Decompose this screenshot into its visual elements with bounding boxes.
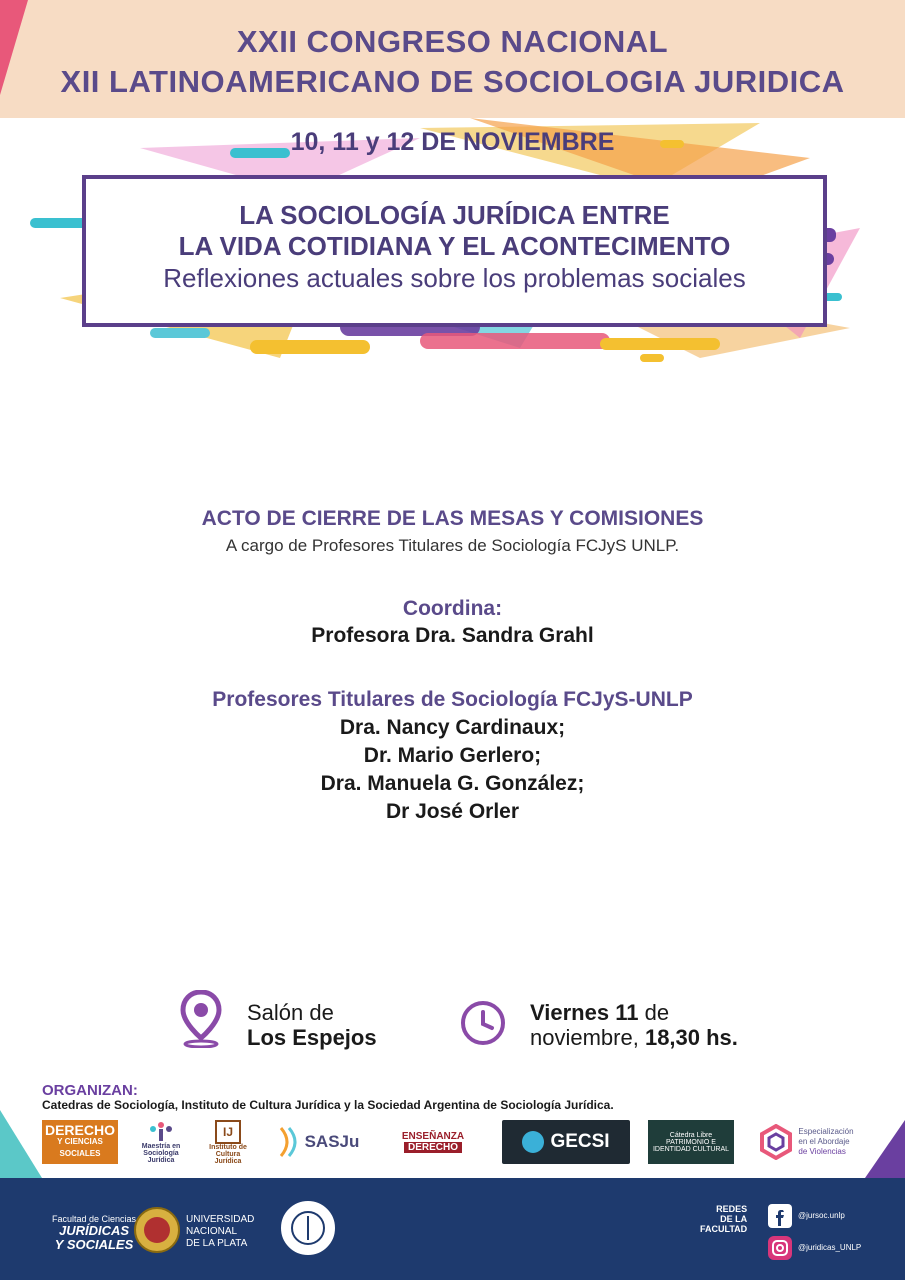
logo-espec-line2: en el Abordaje	[798, 1137, 850, 1146]
logo-instituto-cultura-juridica	[206, 1120, 250, 1164]
datetime-time: 18,30 hs.	[644, 1025, 738, 1050]
congress-title-line2: XII LATINOAMERICANO DE SOCIOLOGIA JURIDICA	[60, 64, 845, 99]
event-subtitle: A cargo de Profesores Titulares de Sociología FCJyS UNLP.	[225, 536, 680, 555]
logo-catedra-patrimonio	[648, 1120, 734, 1164]
profesor-item: Dra. Nancy Cardinaux;	[339, 716, 566, 739]
colegio-abogacia-seal-icon	[278, 1198, 338, 1258]
event-title: ACTO DE CIERRE DE LAS MESAS Y COMISIONES	[201, 507, 704, 530]
logo-derecho-ciencias-sociales	[42, 1120, 118, 1164]
organizers-text: Catedras de Sociología, Instituto de Cultura Jurídica y la Sociedad Argentina de Sociología Jurídica.	[42, 1098, 614, 1112]
congress-title-line1: XXII CONGRESO NACIONAL	[236, 24, 669, 59]
instagram-handle[interactable]: @juridicas_UNLP	[798, 1243, 862, 1252]
event-dates: 10, 11 y 12 DE NOVIEMBRE	[290, 128, 615, 156]
logo-gecsi	[502, 1120, 630, 1164]
datetime-de: de	[638, 1000, 670, 1025]
logo-icj-text: Instituto de Cultura Jurídica	[209, 1143, 247, 1165]
footer	[0, 1178, 905, 1280]
theme-box	[82, 175, 827, 327]
logo-catedra-text: Cátedra Libre PATRIMONIO E IDENTIDAD CULTURAL	[652, 1131, 730, 1153]
footer-fac-small: Facultad de Ciencias	[52, 1214, 137, 1224]
redes-line3: FACULTAD	[700, 1224, 748, 1234]
footer-unlp	[186, 1214, 254, 1250]
logo-derecho-line1: DERECHO	[44, 1122, 115, 1138]
logo-derecho-line2: Y CIENCIAS SOCIALES	[57, 1137, 103, 1158]
clock-icon	[460, 1000, 506, 1046]
coordina-name: Profesora Dra. Sandra Grahl	[311, 624, 594, 647]
location-pin-icon	[180, 990, 222, 1048]
logo-sasju	[268, 1120, 366, 1164]
unlp-seal-icon	[134, 1204, 180, 1256]
maestria-figures-icon	[148, 1121, 174, 1143]
organizers-title: ORGANIZAN:	[42, 1082, 138, 1099]
logo-maestria	[132, 1120, 190, 1164]
footer-facultad	[52, 1214, 136, 1252]
theme-line2: LA VIDA COTIDIANA Y EL ACONTECIMENTO	[178, 231, 731, 261]
footer-fac-line1: JURÍDICAS	[58, 1223, 130, 1238]
sasju-mark-icon	[275, 1124, 305, 1160]
especializacion-mark-icon	[758, 1124, 794, 1160]
logo-maestria-text: Maestría en Sociología Jurídica	[141, 1142, 181, 1164]
facebook-handle[interactable]: @jursoc.unlp	[798, 1211, 845, 1220]
profesor-item: Dr. Mario Gerlero;	[363, 744, 542, 767]
profesores-list	[0, 714, 905, 826]
logo-especializacion-violencias	[752, 1120, 860, 1164]
instagram-icon[interactable]	[768, 1236, 792, 1260]
logo-espec-line1: Especialización	[798, 1127, 854, 1136]
footer-unlp-line2: NACIONAL	[186, 1226, 238, 1237]
footer-unlp-line1: UNIVERSIDAD	[186, 1214, 255, 1225]
theme-subtitle: Reflexiones actuales sobre los problemas sociales	[163, 263, 746, 293]
profesor-item: Dra. Manuela G. González;	[320, 772, 585, 795]
location-text	[247, 1000, 377, 1050]
theme-line1: LA SOCIOLOGÍA JURÍDICA ENTRE	[239, 200, 670, 230]
logo-ensenanza-derecho	[384, 1120, 482, 1164]
logo-espec-line3: de Violencias	[798, 1147, 846, 1156]
location-line1: Salón de	[247, 1000, 334, 1025]
datetime-text	[530, 1000, 738, 1050]
coordina-label: Coordina:	[402, 597, 503, 620]
profesores-label: Profesores Titulares de Sociología FCJyS-UNLP	[212, 688, 693, 711]
datetime-day: Viernes 11	[530, 1000, 639, 1025]
logo-ensenanza-line1: ENSEÑANZA	[401, 1131, 465, 1142]
redes-line2: DE LA	[720, 1214, 748, 1224]
facebook-icon[interactable]	[768, 1204, 792, 1228]
datetime-month: noviembre,	[530, 1025, 645, 1050]
congress-title	[0, 22, 905, 102]
logo-ensenanza-line2: DERECHO	[404, 1142, 462, 1153]
logo-sasju-text: SASJu	[304, 1132, 360, 1151]
redes-line1: REDES	[716, 1204, 748, 1214]
logo-gecsi-text: GECSI	[550, 1131, 610, 1152]
footer-fac-line2: Y SOCIALES	[54, 1237, 134, 1252]
gecsi-mark-icon	[522, 1131, 544, 1153]
icj-mark-icon: IJ	[215, 1120, 241, 1144]
profesor-item: Dr José Orler	[385, 800, 520, 823]
redes-label	[700, 1204, 747, 1234]
footer-unlp-line3: DE LA PLATA	[186, 1238, 248, 1249]
location-line2: Los Espejos	[247, 1025, 377, 1050]
